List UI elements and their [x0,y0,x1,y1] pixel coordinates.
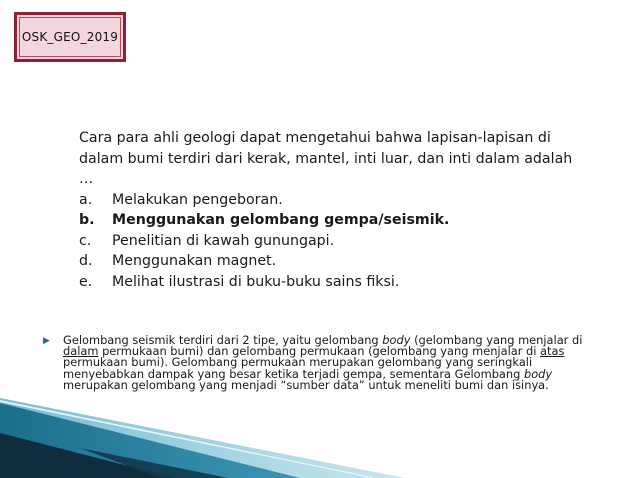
option-text: Menggunakan magnet. [112,253,277,269]
note-text: Gelombang seismik terdiri dari 2 tipe, yaitu gelombang [63,333,383,347]
option-text: Melihat ilustrasi di buku-buku sains fiksi. [112,273,400,290]
term-body: body [523,366,553,381]
note-text: (gelombang yang menjalar di [410,333,583,347]
note-text: permukaan bumi). Gelombang permukaan merupakan gelombang yang seringkali menyebabkan dampak yang besar ketika terjadi gempa, sementara Gelombang [63,355,533,381]
option-text: Penelitian di kawah gunungapi. [112,232,335,249]
term-atas: atas [540,344,565,359]
option-text: Menggunakan gelombang gempa/seismik. [112,212,450,228]
term-dalam: dalam [63,344,99,359]
option-letter: d. [79,253,93,269]
triangle-bullet-icon: ▶ [43,336,50,346]
option-letter: e. [79,273,93,290]
note-text: permukaan bumi) dan gelombang permukaan (gelombang yang menjalar di [98,344,541,359]
option-letter: b. [79,212,95,228]
option-letter: a. [79,191,93,208]
note-text: merupakan gelombang yang menjadi “sumber data” untuk meneliti bumi dan isinya. [63,377,549,392]
option-text: Melakukan pengeboran. [112,191,283,208]
option-letter: c. [79,232,92,249]
term-body: body [382,333,411,347]
osk-tag-label: OSK_GEO_2019 [21,30,119,44]
question-text: Cara para ahli geologi dapat mengetahui bahwa lapisan-lapisan di dalam bumi terdiri dari kerak, mantel, inti luar, dan inti dalam adalah … [79,130,573,187]
